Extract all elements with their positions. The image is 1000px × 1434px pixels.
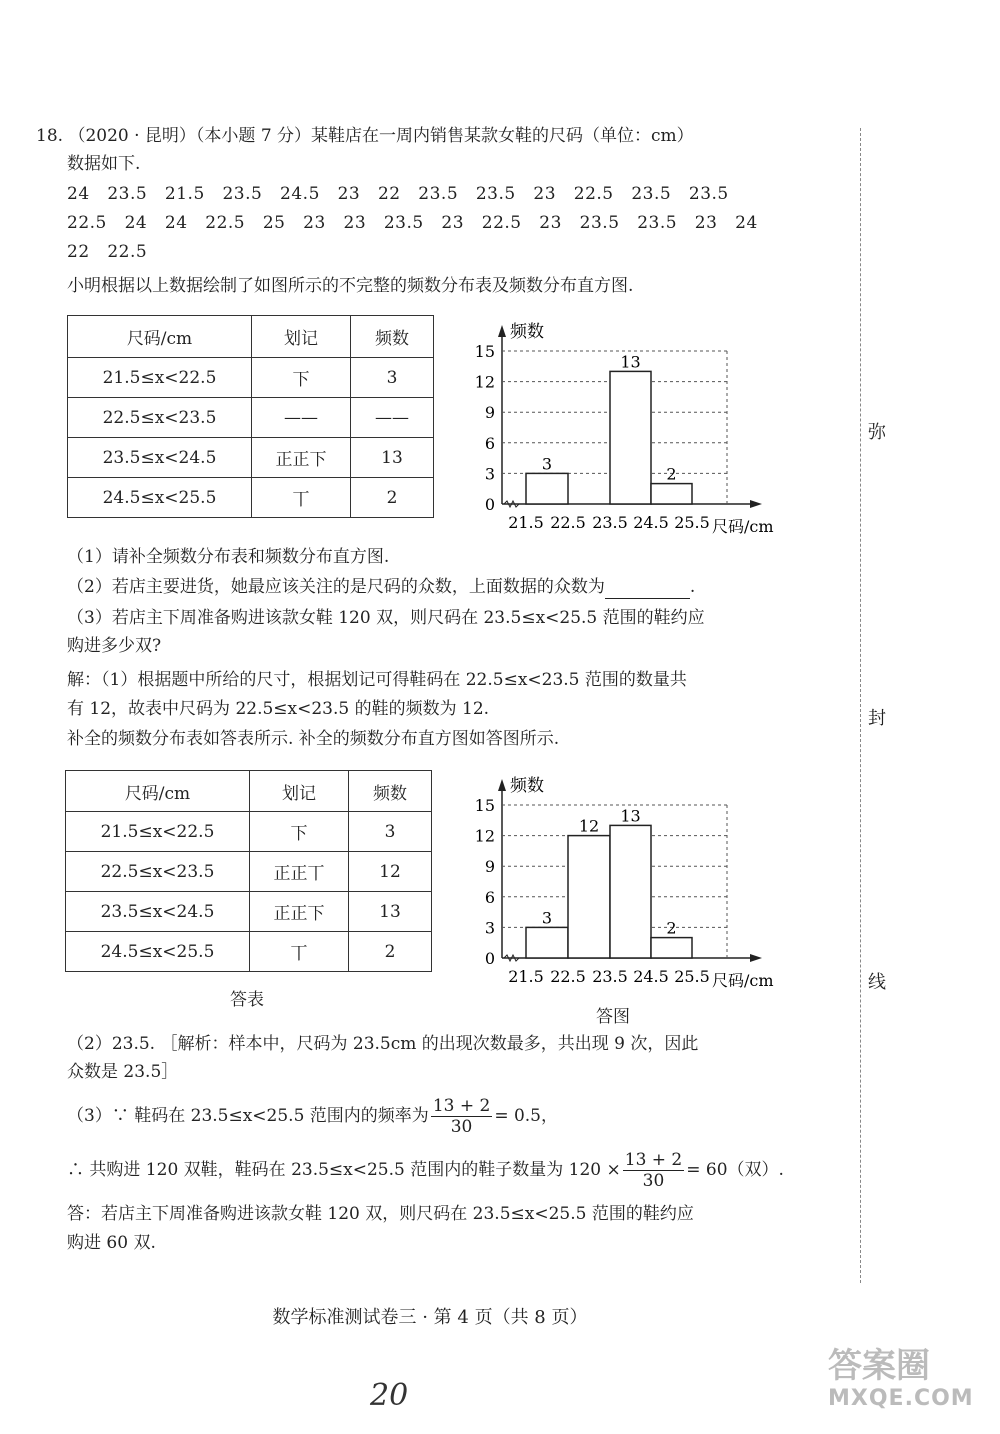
y-tick-label: 0 — [484, 495, 495, 514]
y-tick-label: 9 — [484, 857, 495, 877]
y-axis-arrow — [498, 779, 506, 791]
x-axis-label: 尺码/cm — [712, 517, 774, 536]
table-cell: 丅 — [250, 932, 349, 972]
table-cell: 24.5≤x<25.5 — [68, 478, 252, 518]
data-row-2: 22.5 24 24 22.5 25 23 23 23.5 23 22.5 23 23.5 23.5 23 24 — [67, 213, 758, 233]
x-tick-label: 22.5 — [550, 967, 586, 986]
margin-char-mi: 弥 — [868, 422, 886, 443]
y-tick-label: 15 — [474, 342, 495, 361]
x-tick-label: 23.5 — [592, 967, 628, 986]
table-cell: —— — [252, 398, 351, 438]
watermark — [828, 1346, 974, 1411]
question-2-text: （2）若店主要进货，她最应该关注的是尺码的众数，上面数据的众数为 — [67, 577, 605, 597]
solution-4-text: ∴ 共购进 120 双鞋，鞋码在 23.5≤x<25.5 范围内的鞋子数量为 120 × — [67, 1160, 621, 1180]
table-cell: 21.5≤x<22.5 — [68, 358, 252, 398]
table-header: 划记 — [252, 316, 351, 358]
question-2-end: . — [689, 577, 696, 597]
solution-1-line-3: 补全的频数分布表如答表所示. 补全的频数分布直方图如答图所示. — [67, 729, 560, 749]
table-cell: 丅 — [252, 478, 351, 518]
solution-3 — [67, 1092, 558, 1140]
solution-3-result: = 0.5， — [494, 1106, 558, 1126]
histogram-bar — [610, 371, 651, 504]
y-tick-label: 3 — [484, 918, 495, 938]
table-cell: 13 — [351, 438, 434, 478]
question-1: （1）请补全频数分布表和频数分布直方图. — [67, 547, 390, 567]
watermark-url: MXQE.COM — [828, 1386, 974, 1411]
y-axis-arrow — [498, 325, 506, 337]
y-tick-label: 6 — [484, 433, 495, 453]
bar-data-label: 3 — [541, 908, 553, 928]
bar-data-label: 13 — [620, 352, 641, 372]
y-axis-label: 频数 — [510, 322, 544, 342]
margin-char-xian: 线 — [868, 972, 886, 993]
table-cell: 下 — [250, 812, 349, 852]
solution-2-line-2: 众数是 23.5］ — [67, 1062, 179, 1082]
histogram-bar — [526, 927, 568, 958]
fraction — [431, 1096, 493, 1137]
answer-blank — [605, 582, 690, 599]
x-tick-label: 24.5 — [633, 513, 669, 532]
table-header: 划记 — [250, 771, 349, 812]
y-tick-label: 15 — [474, 796, 495, 815]
answer-line-1: 答：若店主下周准备购进该款女鞋 120 双，则尺码在 23.5≤x<25.5 范围的鞋约应 — [67, 1204, 694, 1224]
watermark-logo: 答案圈 — [828, 1346, 930, 1386]
y-tick-label: 6 — [484, 887, 495, 907]
bar-data-label: 3 — [541, 454, 553, 474]
table-cell: 24.5≤x<25.5 — [66, 932, 250, 972]
answer-table — [65, 770, 432, 972]
table-cell: 22.5≤x<23.5 — [66, 852, 250, 892]
table-cell: 22.5≤x<23.5 — [68, 398, 252, 438]
x-tick-label: 23.5 — [592, 513, 628, 532]
bar-data-label: 2 — [666, 464, 677, 484]
table-cell: 2 — [349, 932, 432, 972]
table-cell: 23.5≤x<24.5 — [66, 892, 250, 932]
question-line-1: 18. （2020 · 昆明）（本小题 7 分）某鞋店在一周内销售某款女鞋的尺码（单位：cm） — [36, 126, 694, 146]
data-row-3: 22 22.5 — [67, 242, 148, 262]
solution-1-line-1: 解：（1）根据题中所给的尺寸，根据划记可得鞋码在 22.5≤x<23.5 范围的数量共 — [67, 670, 687, 690]
table-cell: 正正下 — [250, 892, 349, 932]
x-axis-label: 尺码/cm — [712, 971, 774, 990]
x-axis-arrow — [750, 954, 762, 962]
table-cell: 3 — [351, 358, 434, 398]
question-line-2: 数据如下. — [67, 154, 141, 174]
table-cell: 21.5≤x<22.5 — [66, 812, 250, 852]
y-axis-label: 频数 — [510, 776, 544, 796]
question-2 — [67, 575, 695, 599]
table-cell: 12 — [349, 852, 432, 892]
y-tick-label: 9 — [484, 403, 495, 423]
bar-data-label: 12 — [578, 816, 600, 836]
table-header: 尺码/cm — [66, 771, 250, 812]
solution-2-line-1: （2）23.5. ［解析：样本中，尺码为 23.5cm 的出现次数最多，共出现 9 次，因此 — [67, 1034, 699, 1054]
table-cell: 3 — [349, 812, 432, 852]
bar-data-label: 2 — [666, 918, 677, 938]
histogram-complete — [460, 752, 790, 992]
table-cell: —— — [351, 398, 434, 438]
y-tick-label: 0 — [484, 949, 495, 968]
answer-line-2: 购进 60 双. — [67, 1233, 156, 1253]
x-tick-label: 25.5 — [674, 967, 710, 986]
handwritten-page-number: 20 — [370, 1378, 409, 1413]
table-cell: 13 — [349, 892, 432, 932]
histogram-bar — [651, 484, 692, 504]
binding-dashed-line — [860, 128, 861, 1283]
x-tick-label: 22.5 — [550, 513, 586, 532]
question-3-line-1: （3）若店主下周准备购进该款女鞋 120 双，则尺码在 23.5≤x<25.5 范围的鞋约应 — [67, 608, 705, 628]
solution-4-result: = 60（双）. — [686, 1160, 784, 1180]
bar-data-label: 13 — [620, 806, 641, 826]
histogram-bar — [610, 825, 651, 958]
histogram-bar — [651, 938, 692, 958]
intro-text: 小明根据以上数据绘制了如图所示的不完整的频数分布表及频数分布直方图. — [67, 276, 634, 296]
table-cell: 正正丅 — [250, 852, 349, 892]
solution-4 — [67, 1146, 784, 1194]
fraction-denominator: 30 — [450, 1117, 473, 1137]
margin-char-feng: 封 — [868, 708, 886, 729]
y-tick-label: 12 — [474, 826, 495, 846]
solution-1-line-2: 有 12，故表中尺码为 22.5≤x<23.5 的鞋的频数为 12. — [67, 699, 490, 719]
data-row-1: 24 23.5 21.5 23.5 24.5 23 22 23.5 23.5 23 22.5 23.5 23.5 — [67, 184, 729, 204]
histogram-incomplete — [460, 298, 790, 538]
table-cell: 正正下 — [252, 438, 351, 478]
fraction-numerator: 13 + 2 — [624, 1150, 683, 1170]
table-header: 频数 — [351, 316, 434, 358]
page-footer: 数学标准测试卷三 · 第 4 页（共 8 页） — [272, 1307, 588, 1328]
y-tick-label: 3 — [484, 464, 495, 484]
table-caption: 答表 — [230, 990, 264, 1010]
x-tick-label: 25.5 — [674, 513, 710, 532]
fraction-denominator: 30 — [642, 1171, 665, 1191]
x-tick-label: 24.5 — [633, 967, 669, 986]
histogram-bar — [568, 836, 610, 958]
y-tick-label: 12 — [474, 372, 495, 392]
chart-caption: 答图 — [596, 1007, 630, 1027]
x-tick-label: 21.5 — [508, 513, 544, 532]
fraction-numerator: 13 + 2 — [432, 1096, 491, 1116]
x-tick-label: 21.5 — [508, 967, 544, 986]
table-cell: 23.5≤x<24.5 — [68, 438, 252, 478]
fraction — [623, 1150, 685, 1191]
histogram-bar — [526, 473, 568, 504]
table-header: 尺码/cm — [68, 316, 252, 358]
table-header: 频数 — [349, 771, 432, 812]
table-cell: 2 — [351, 478, 434, 518]
frequency-table — [67, 315, 434, 518]
solution-3-text: （3）∵ 鞋码在 23.5≤x<25.5 范围内的频率为 — [67, 1106, 429, 1126]
x-axis-arrow — [750, 500, 762, 508]
table-cell: 下 — [252, 358, 351, 398]
question-3-line-2: 购进多少双? — [67, 636, 162, 656]
